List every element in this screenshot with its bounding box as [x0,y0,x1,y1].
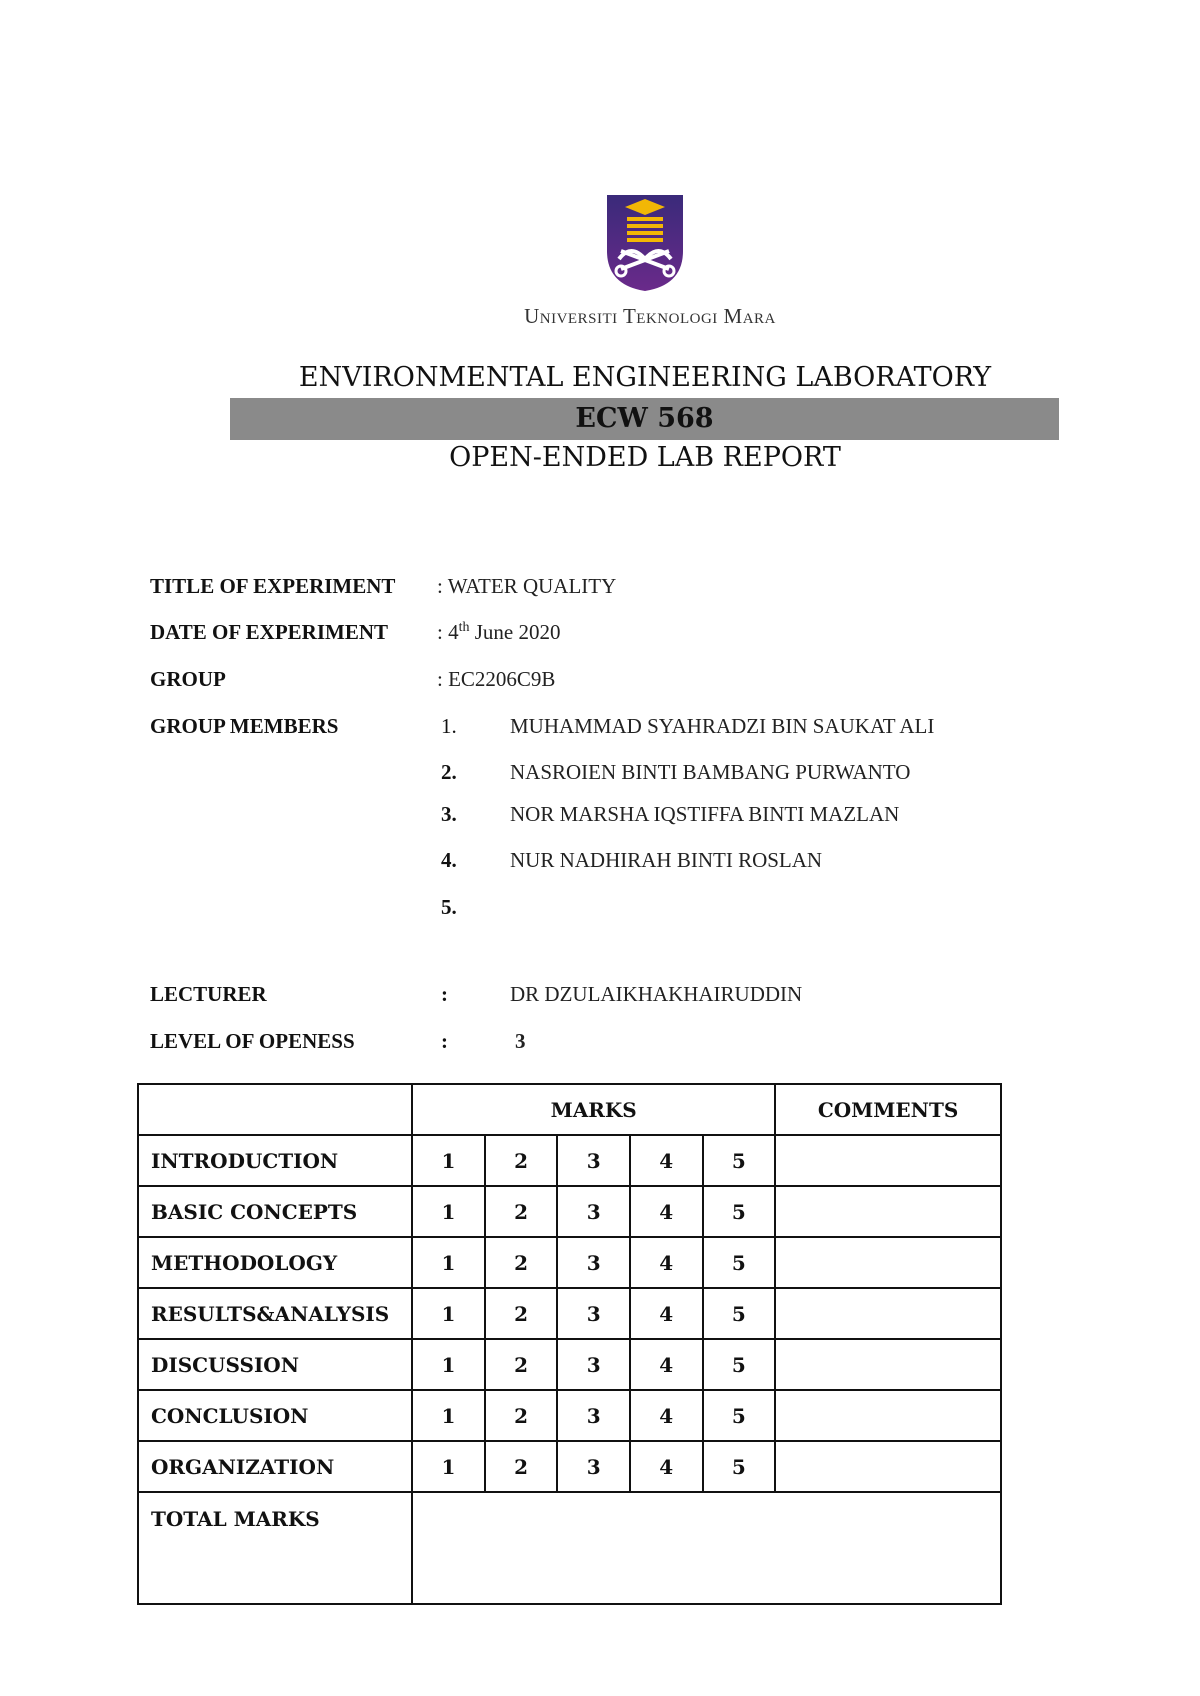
title-label: TITLE OF EXPERIMENT [150,574,396,598]
comment-cell[interactable] [775,1288,1001,1339]
mark-option-3[interactable]: 3 [557,1186,630,1237]
criteria-row [138,1186,1001,1237]
comment-cell[interactable] [775,1186,1001,1237]
member-1-name: MUHAMMAD SYAHRADZI BIN SAUKAT ALI [510,714,935,738]
mark-option-5[interactable]: 5 [703,1186,776,1237]
criteria-label: INTRODUCTION [138,1135,412,1186]
mark-option-3[interactable]: 3 [557,1237,630,1288]
mark-option-5[interactable]: 5 [703,1390,776,1441]
title-value: : WATER QUALITY [437,574,617,598]
total-marks-cell[interactable] [412,1492,1001,1604]
comment-cell[interactable] [775,1135,1001,1186]
comments-header: COMMENTS [775,1084,1001,1135]
mark-option-3[interactable]: 3 [557,1135,630,1186]
member-3-num: 3. [441,802,457,826]
marks-table [137,1083,1002,1605]
marks-header: MARKS [412,1084,775,1135]
mark-option-5[interactable]: 5 [703,1288,776,1339]
uitm-crest-icon [605,193,685,293]
openess-label: LEVEL OF OPENESS [150,1029,355,1053]
criteria-label: BASIC CONCEPTS [138,1186,412,1237]
mark-option-4[interactable]: 4 [630,1237,703,1288]
university-name: Universiti Teknologi Mara [524,304,776,328]
group-value: : EC2206C9B [437,667,556,691]
openess-colon: : [441,1029,448,1053]
criteria-label: METHODOLOGY [138,1237,412,1288]
criteria-row [138,1135,1001,1186]
lecturer-value: DR DZULAIKHAKHAIRUDDIN [510,982,803,1006]
criteria-row [138,1237,1001,1288]
mark-option-2[interactable]: 2 [485,1441,558,1492]
member-1-num: 1. [441,714,457,738]
mark-option-2[interactable]: 2 [485,1390,558,1441]
member-3-name: NOR MARSHA IQSTIFFA BINTI MAZLAN [510,802,900,826]
mark-option-1[interactable]: 1 [412,1186,485,1237]
course-code: ECW 568 [575,403,714,434]
mark-option-4[interactable]: 4 [630,1390,703,1441]
mark-option-4[interactable]: 4 [630,1288,703,1339]
member-5-num: 5. [441,895,457,919]
criteria-label: DISCUSSION [138,1339,412,1390]
lecturer-label: LECTURER [150,982,267,1006]
date-label: DATE OF EXPERIMENT [150,620,389,644]
mark-option-1[interactable]: 1 [412,1237,485,1288]
mark-option-1[interactable]: 1 [412,1135,485,1186]
mark-option-1[interactable]: 1 [412,1441,485,1492]
mark-option-3[interactable]: 3 [557,1390,630,1441]
mark-option-2[interactable]: 2 [485,1135,558,1186]
mark-option-3[interactable]: 3 [557,1339,630,1390]
mark-option-5[interactable]: 5 [703,1339,776,1390]
lab-title: ENVIRONMENTAL ENGINEERING LABORATORY [298,362,992,393]
date-prefix: : 4 [437,620,459,644]
group-label: GROUP [150,667,226,691]
criteria-row [138,1390,1001,1441]
comment-cell[interactable] [775,1339,1001,1390]
mark-option-2[interactable]: 2 [485,1339,558,1390]
mark-option-4[interactable]: 4 [630,1339,703,1390]
mark-option-2[interactable]: 2 [485,1288,558,1339]
date-suffix: June 2020 [469,620,561,644]
mark-option-3[interactable]: 3 [557,1441,630,1492]
mark-option-4[interactable]: 4 [630,1135,703,1186]
mark-option-4[interactable]: 4 [630,1441,703,1492]
criteria-label: CONCLUSION [138,1390,412,1441]
openess-value: 3 [515,1029,526,1053]
comment-cell[interactable] [775,1390,1001,1441]
total-marks-label: TOTAL MARKS [138,1492,412,1604]
mark-option-5[interactable]: 5 [703,1135,776,1186]
date-sup: th [458,620,470,635]
mark-option-2[interactable]: 2 [485,1237,558,1288]
member-2-name: NASROIEN BINTI BAMBANG PURWANTO [510,760,911,784]
criteria-row [138,1339,1001,1390]
mark-option-5[interactable]: 5 [703,1441,776,1492]
criteria-row [138,1288,1001,1339]
criteria-label: RESULTS&ANALYSIS [138,1288,412,1339]
comment-cell[interactable] [775,1237,1001,1288]
header-empty-cell [138,1084,412,1135]
mark-option-3[interactable]: 3 [557,1288,630,1339]
members-label: GROUP MEMBERS [150,714,339,738]
total-row [138,1492,1001,1604]
date-value [437,620,560,645]
report-title: OPEN-ENDED LAB REPORT [449,442,841,473]
criteria-row [138,1441,1001,1492]
course-code-bar [230,398,1059,440]
mark-option-4[interactable]: 4 [630,1186,703,1237]
mark-option-1[interactable]: 1 [412,1288,485,1339]
member-2-num: 2. [441,760,457,784]
mark-option-1[interactable]: 1 [412,1339,485,1390]
mark-option-1[interactable]: 1 [412,1390,485,1441]
mark-option-5[interactable]: 5 [703,1237,776,1288]
comment-cell[interactable] [775,1441,1001,1492]
header-row [138,1084,1001,1135]
member-4-name: NUR NADHIRAH BINTI ROSLAN [510,848,823,872]
member-4-num: 4. [441,848,457,872]
criteria-label: ORGANIZATION [138,1441,412,1492]
mark-option-2[interactable]: 2 [485,1186,558,1237]
lecturer-colon: : [441,982,448,1006]
